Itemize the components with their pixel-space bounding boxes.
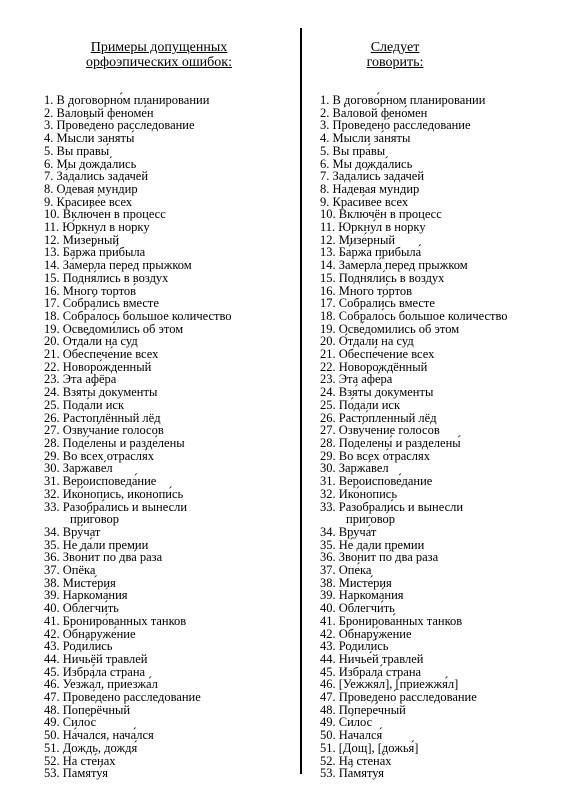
left-column	[44, 40, 284, 780]
error-list-item: 36. Зво́нит по два́ раза	[44, 550, 163, 565]
error-list-item: 22. Новоро́жденный	[44, 359, 152, 374]
left-heading-line-1: Примеры допущенных	[90, 40, 228, 55]
error-list-item: 28. Поде́лены и разде́лены	[44, 435, 185, 450]
correct-list-item: 31. Вероиспове́дание	[320, 474, 433, 489]
correct-list-item: 4. Мысли за́няты	[320, 131, 411, 146]
correct-list-item: 43. Родили́сь	[320, 639, 389, 654]
error-list-item: 51. Дождь, дождя́	[44, 740, 138, 755]
error-list-item: 26. Растоплённый лёд	[44, 410, 161, 425]
correct-list-item: 34. Вруча́т	[320, 524, 377, 539]
correct-list-item: 29. Во всех о́траслях	[320, 448, 431, 463]
error-list-item: 40. Облегчи́ть	[44, 601, 119, 616]
correct-list-item: 5. Вы пра́вы	[320, 143, 386, 158]
error-list-item: 1. В договорно́м планировании	[44, 93, 210, 107]
error-list-item: 19. Осведоми́лись об этом	[44, 321, 184, 336]
column-divider	[300, 28, 302, 774]
error-list-item: 23. Эта афёра	[44, 372, 117, 387]
correct-list-item: 18. Собрало́сь большое количество	[320, 308, 508, 323]
error-list-item: 6. Мы дожда́лись	[44, 156, 137, 171]
right-heading	[320, 40, 470, 70]
correct-list-item: 6. Мы дожда́лись	[320, 156, 413, 171]
error-list-item: 32. Ико́нопись, иконопи́сь	[44, 486, 184, 501]
correct-list-item: 35. Не́ дали премии	[320, 537, 425, 552]
error-list-item: 48. Поперёчный	[44, 702, 131, 717]
correct-list-item: 37. Опе́ка	[320, 563, 372, 578]
correct-list-item: 13. Ба́ржа прибыла́	[320, 245, 422, 260]
correct-list-item: 3. Проведено́ расследование	[320, 118, 471, 133]
correct-list-item: 39. Наркома́ния	[320, 588, 404, 603]
error-list-item: 17. Собра́лись вместе	[44, 296, 159, 311]
error-list-item: 13. Баржа́ при́была	[44, 245, 146, 260]
error-list-item: 38. Мисте́рия	[44, 575, 116, 590]
correct-list-item: 10. Включён в процесс	[320, 207, 442, 222]
error-list-item: 27. Озвуча́ние голосов	[44, 423, 164, 438]
error-list-item: 21. Обеспече́ние всех	[44, 347, 159, 362]
correct-list-item: 40. Облегчи́ть	[320, 601, 395, 616]
correct-list-item: 16. Много то́ртов	[320, 283, 413, 298]
error-list-item: 20. Отда́ли на суд	[44, 334, 138, 349]
correct-list-item: 36. Звони́т по́ два раза	[320, 550, 439, 565]
error-list-item: 46. Уезжа́л, приезжа́л	[44, 677, 158, 692]
correct-list-item: 41. Бронирова́нных танков	[320, 613, 463, 628]
error-list-item: 24. Взяты́ документы	[44, 385, 158, 400]
correct-list-item: 24. Взя́ты документы	[320, 385, 434, 400]
correct-list-item: 7. Задали́сь задачей	[320, 169, 425, 184]
correct-list-item: 32. Ико́нопись	[320, 486, 398, 501]
correct-list-item: 52. На стена́х	[320, 753, 392, 768]
error-list-item: 7. За́дались задачей	[44, 169, 149, 184]
error-list-item: 10. Вклю́чен в процесс	[44, 207, 166, 222]
error-list-item: 9. Красиве́е всех	[44, 194, 133, 209]
correct-list-item: 14. Замерла́ перед прыжком	[320, 258, 468, 273]
error-list-item: 2. Ва́ловый феноме́н	[44, 105, 154, 120]
correct-list-item: 1. В догово́рном планировании	[320, 93, 486, 107]
correct-list-item: 25. По́дали иск	[320, 397, 401, 412]
correct-list	[320, 94, 560, 780]
left-heading-line-2: орфоэпических ошибок:	[86, 55, 232, 70]
correct-list-item: 12. Мизе́рный	[320, 232, 396, 247]
right-column	[320, 40, 560, 780]
correct-list-item: 8. Надевая мундир	[320, 181, 420, 196]
error-list-item: 43. Роди́лись	[44, 639, 113, 654]
correct-list-item: 11. Юркну́л в норку	[320, 220, 426, 235]
error-list-item: 8. Одевая мундир	[44, 181, 138, 196]
error-list-item: 15. Подня́лись в воздух	[44, 270, 169, 285]
error-list-item: 35. Не да́ли премии	[44, 537, 149, 552]
error-list-item: 47. Прове́дено расследование	[44, 690, 201, 705]
right-heading-line-1: Следует	[370, 40, 420, 55]
error-list-item: 53. Памяту́я	[44, 766, 108, 781]
error-list-item: 45. Избра́ла страна	[44, 664, 146, 679]
error-list-item: 44. Ничьёй травлей	[44, 651, 148, 666]
correct-list-item: 38. Мисте́рия	[320, 575, 392, 590]
correct-list-item: 27. Озву́чение голосов	[320, 423, 440, 438]
correct-list-item: 19. Осве́домились об этом	[320, 321, 460, 336]
error-list-item: 11. Ю́ркнул в норку	[44, 220, 150, 235]
error-list-item: 37. Опёка	[44, 563, 96, 578]
correct-list-item: 17. Собрали́сь вместе	[320, 296, 435, 311]
error-list-item: 39. Наркома́ния	[44, 588, 128, 603]
error-list-item: 31. Вероисповеда́ние	[44, 474, 157, 489]
correct-list-item: 48. Попере́чный	[320, 702, 406, 717]
error-list-item: 14. За́мерла перед прыжком	[44, 258, 192, 273]
correct-list-item: 44. Ничье́й травлей	[320, 651, 424, 666]
left-heading	[44, 40, 274, 70]
correct-list-item: 23. Эта афе́ра	[320, 372, 393, 387]
correct-list-item: 30. Заржа́вел	[320, 461, 389, 476]
correct-list-item: 51. [Дощ], [дожья́]	[320, 740, 419, 755]
correct-list-item: 46. [Уежжя́л], [приежжя́л]	[320, 677, 459, 692]
correct-list-item: 42. Обнару́жение	[320, 626, 412, 641]
error-list-item: 3. Прове́дено расследование	[44, 118, 195, 133]
error-list-item: 5. Вы правы́	[44, 143, 110, 158]
correct-list-item: 28. Поделены́ и разделены́	[320, 435, 461, 450]
error-list-item: 33. Разобра́лись и вынесли при́говор	[44, 499, 188, 527]
errors-list	[44, 94, 284, 780]
correct-list-item: 45. Избрала́ страна	[320, 664, 422, 679]
error-list-item: 25. Пода́ли иск	[44, 397, 125, 412]
right-heading-line-2: говорить:	[366, 55, 424, 70]
error-list-item: 12. Ми́зерный	[44, 232, 120, 247]
correct-list-item: 21. Обеспе́чение всех	[320, 347, 435, 362]
correct-list-item: 50. Начался́	[320, 728, 383, 743]
correct-list-item: 49. Си́лос	[320, 715, 373, 730]
error-list-item: 4. Мысли заняты́	[44, 131, 135, 146]
error-list-item: 41. Брониро́ванных танков	[44, 613, 187, 628]
error-list-item: 42. Обнаруже́ние	[44, 626, 136, 641]
correct-list-item: 53. Па́мятуя	[320, 766, 384, 781]
correct-list-item: 33. Разобрали́сь и вынесли пригово́р	[320, 499, 464, 527]
error-list-item: 49. Сило́с	[44, 715, 97, 730]
correct-list-item: 20. О́тдали на суд	[320, 334, 414, 349]
error-list-item: 18. Собра́лось большое количество	[44, 308, 232, 323]
error-list-item: 50. На́чался, нача́лся	[44, 728, 154, 743]
error-list-item: 52. На сте́нах	[44, 753, 116, 768]
correct-list-item: 22. Новорождённый	[320, 359, 428, 374]
correct-list-item: 2. Ва́ловой фено́мен	[320, 105, 428, 120]
error-list-item: 16. Много тортов́	[44, 283, 137, 298]
correct-list-item: 26. Расто́пленный лёд	[320, 410, 437, 425]
error-list-item: 30. Заржаве́л	[44, 461, 113, 476]
correct-list-item: 9. Краси́вее всех	[320, 194, 409, 209]
correct-list-item: 15. Подняли́сь в воздух	[320, 270, 445, 285]
error-list-item: 34. Вру́чат	[44, 524, 101, 539]
correct-list-item: 47. Проведено́ расследование	[320, 690, 477, 705]
error-list-item: 29. Во всех отрасля́х	[44, 448, 155, 463]
